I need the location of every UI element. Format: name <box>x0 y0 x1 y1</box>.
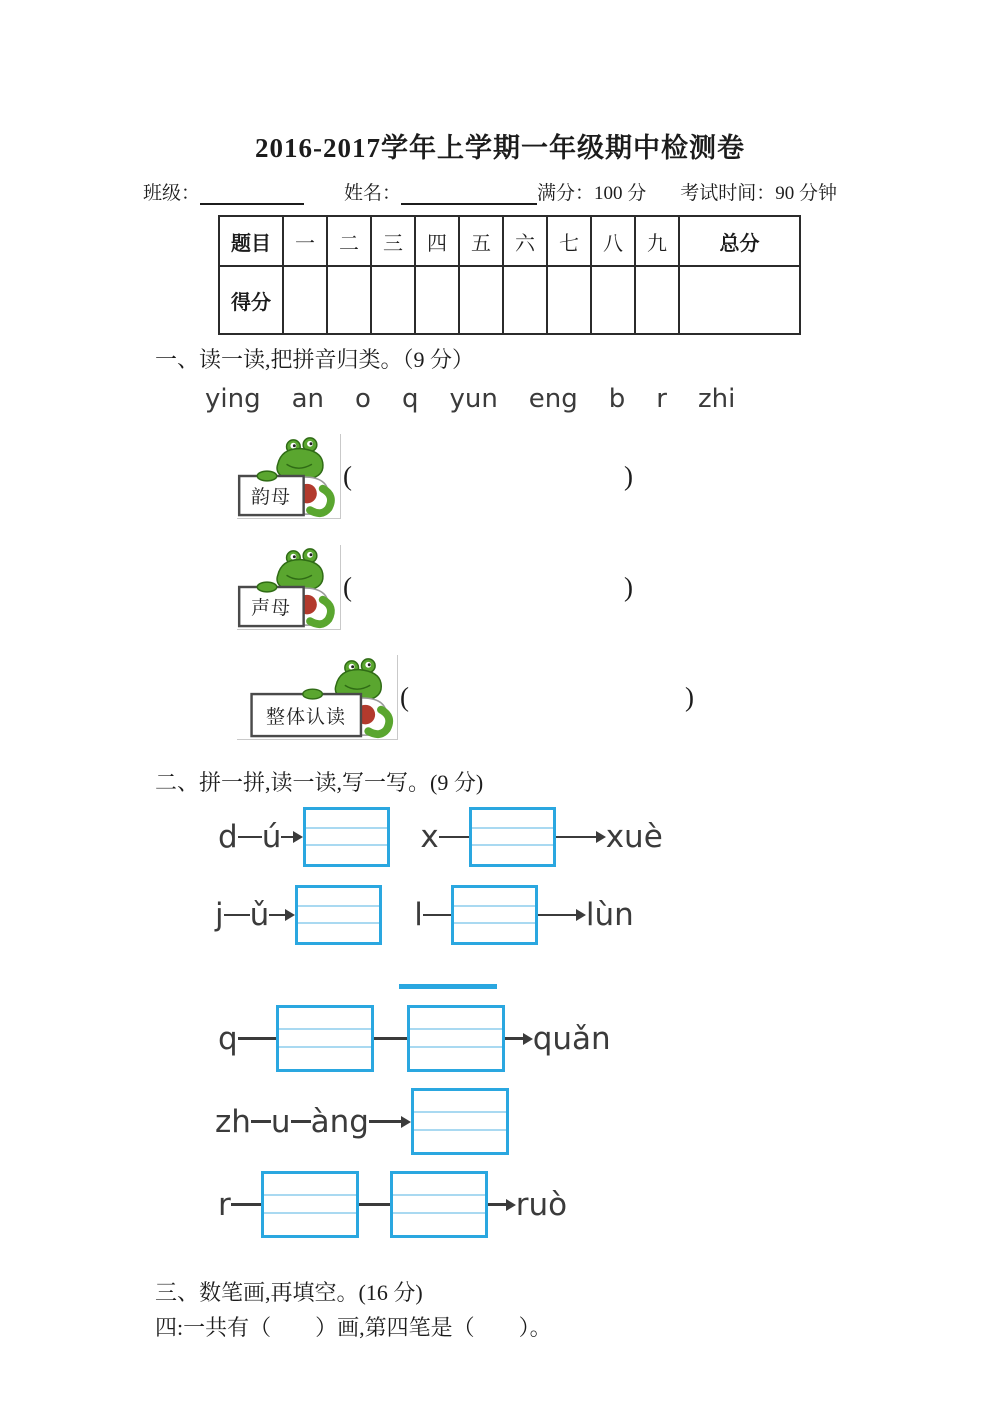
score-cell <box>371 266 415 334</box>
spelling-row-4 <box>215 1088 1000 1155</box>
pinyin-writing-box <box>276 1005 374 1072</box>
arrow-icon <box>281 831 303 843</box>
arrow-icon <box>269 909 295 921</box>
pinyin-letter: ǔ <box>249 897 270 933</box>
score-table-header-7: 七 <box>547 216 591 266</box>
pinyin-writing-box <box>407 1005 505 1072</box>
class-blank <box>200 185 304 205</box>
score-table-header-3: 三 <box>371 216 415 266</box>
pinyin-letter: zh <box>215 1103 251 1140</box>
score-table-header-6: 六 <box>503 216 547 266</box>
section1-heading: 一、读一读,把拼音归类。（9 分） <box>155 347 475 372</box>
score-table <box>218 215 801 335</box>
pinyin-result: lùn <box>585 897 634 933</box>
pinyin-result: ruò <box>515 1186 568 1223</box>
group-label-yunmu: 韵母 <box>250 487 291 508</box>
connector-line <box>423 914 451 917</box>
pinyin-item: o <box>355 384 371 414</box>
pinyin-item: an <box>291 384 325 414</box>
tone-overline <box>399 984 497 989</box>
score-table-header-total: 总分 <box>679 216 800 266</box>
class-label: 班级： <box>143 183 201 204</box>
score-cell <box>591 266 635 334</box>
pinyin-writing-box <box>411 1088 509 1155</box>
arrow-icon <box>505 1033 533 1045</box>
group-label-zhengtirendu: 整体认读 <box>265 707 346 728</box>
pinyin-item: eng <box>528 384 578 414</box>
pinyin-item: yun <box>449 384 498 414</box>
arrow-icon <box>488 1199 516 1211</box>
pinyin-letter: q <box>218 1020 238 1057</box>
connector-line <box>231 1203 261 1206</box>
arrow-icon <box>538 909 586 921</box>
name-label: 姓名： <box>344 183 402 204</box>
group-row-yunmu <box>237 434 1000 519</box>
connector-line <box>374 1037 407 1040</box>
connector-line <box>238 1037 276 1040</box>
paren-close: ) <box>624 461 633 491</box>
pinyin-result: xuè <box>605 819 663 855</box>
pinyin-letter: l <box>414 897 423 933</box>
group-row-zhengtirendu <box>237 655 1000 740</box>
pinyin-writing-box <box>295 885 382 945</box>
pinyin-letter: j <box>215 897 224 933</box>
pinyin-item: q <box>401 384 419 414</box>
frog-illustration <box>237 434 341 519</box>
pinyin-letter: d <box>218 819 238 855</box>
score-row-label: 得分 <box>219 266 283 334</box>
score-cell <box>283 266 327 334</box>
score-table-header-4: 四 <box>415 216 459 266</box>
score-cell <box>415 266 459 334</box>
score-table-header-9: 九 <box>635 216 679 266</box>
pinyin-letter: x <box>420 819 439 855</box>
score-cell <box>547 266 591 334</box>
group-row-shengmu <box>237 545 1000 630</box>
score-cell <box>459 266 503 334</box>
connector-line <box>251 1120 271 1123</box>
score-cell <box>503 266 547 334</box>
pinyin-writing-box <box>469 807 556 867</box>
arrow-icon <box>369 1116 411 1128</box>
paren-open: ( <box>343 572 352 602</box>
connector-line <box>359 1203 390 1206</box>
score-table-header-1: 一 <box>283 216 327 266</box>
spelling-row-1 <box>218 807 1000 867</box>
pinyin-list <box>205 384 1000 414</box>
connector-line <box>439 836 469 839</box>
score-table-header-8: 八 <box>591 216 635 266</box>
pinyin-letter: r <box>218 1186 231 1223</box>
page-title: 2016-2017学年上学期一年级期中检测卷 <box>255 133 745 163</box>
pinyin-item: b <box>608 384 626 414</box>
paren-open: ( <box>400 682 409 712</box>
pinyin-result: quǎn <box>532 1020 611 1057</box>
pinyin-item: ying <box>205 384 261 414</box>
full-score-label: 满分：100 分 <box>537 183 647 204</box>
pinyin-item: r <box>656 384 667 414</box>
paren-open: ( <box>343 461 352 491</box>
spelling-row-2 <box>215 885 1000 945</box>
pinyin-writing-box <box>390 1171 488 1238</box>
section3-heading: 三、数笔画,再填空。(16 分) <box>155 1280 423 1305</box>
frog-illustration <box>237 655 398 740</box>
score-cell <box>635 266 679 334</box>
pinyin-writing-box <box>451 885 538 945</box>
connector-line <box>238 836 262 839</box>
pinyin-letter: àng <box>310 1103 369 1140</box>
connector-line <box>224 914 250 917</box>
group-label-shengmu: 声母 <box>250 598 291 619</box>
spelling-row-5 <box>218 1171 1000 1238</box>
student-info-line <box>143 178 1000 205</box>
section2-heading: 二、拼一拼,读一读,写一写。(9 分) <box>155 770 484 795</box>
paren-close: ) <box>624 572 633 602</box>
arrow-icon <box>556 831 606 843</box>
name-blank <box>401 185 537 205</box>
pinyin-writing-box <box>303 807 390 867</box>
score-cell <box>679 266 800 334</box>
score-table-header-2: 二 <box>327 216 371 266</box>
score-table-header-5: 五 <box>459 216 503 266</box>
pinyin-item: zhi <box>698 384 736 414</box>
pinyin-writing-box <box>261 1171 359 1238</box>
frog-illustration <box>237 545 341 630</box>
connector-line <box>291 1120 311 1123</box>
pinyin-letter: ú <box>261 819 282 855</box>
score-cell <box>327 266 371 334</box>
score-table-score-row <box>219 266 800 334</box>
section4-question-line: 四:一共有（ ）画,第四笔是（ ）。 <box>155 1315 552 1340</box>
pinyin-letter: u <box>270 1103 291 1140</box>
pinyin-writing-box-wrap <box>407 1005 505 1072</box>
score-table-header-timu: 题目 <box>219 216 283 266</box>
spelling-row-3 <box>218 1005 1000 1072</box>
exam-time-label: 考试时间：90 分钟 <box>680 183 838 204</box>
score-table-header-row <box>219 216 800 266</box>
paren-close: ) <box>685 682 694 712</box>
